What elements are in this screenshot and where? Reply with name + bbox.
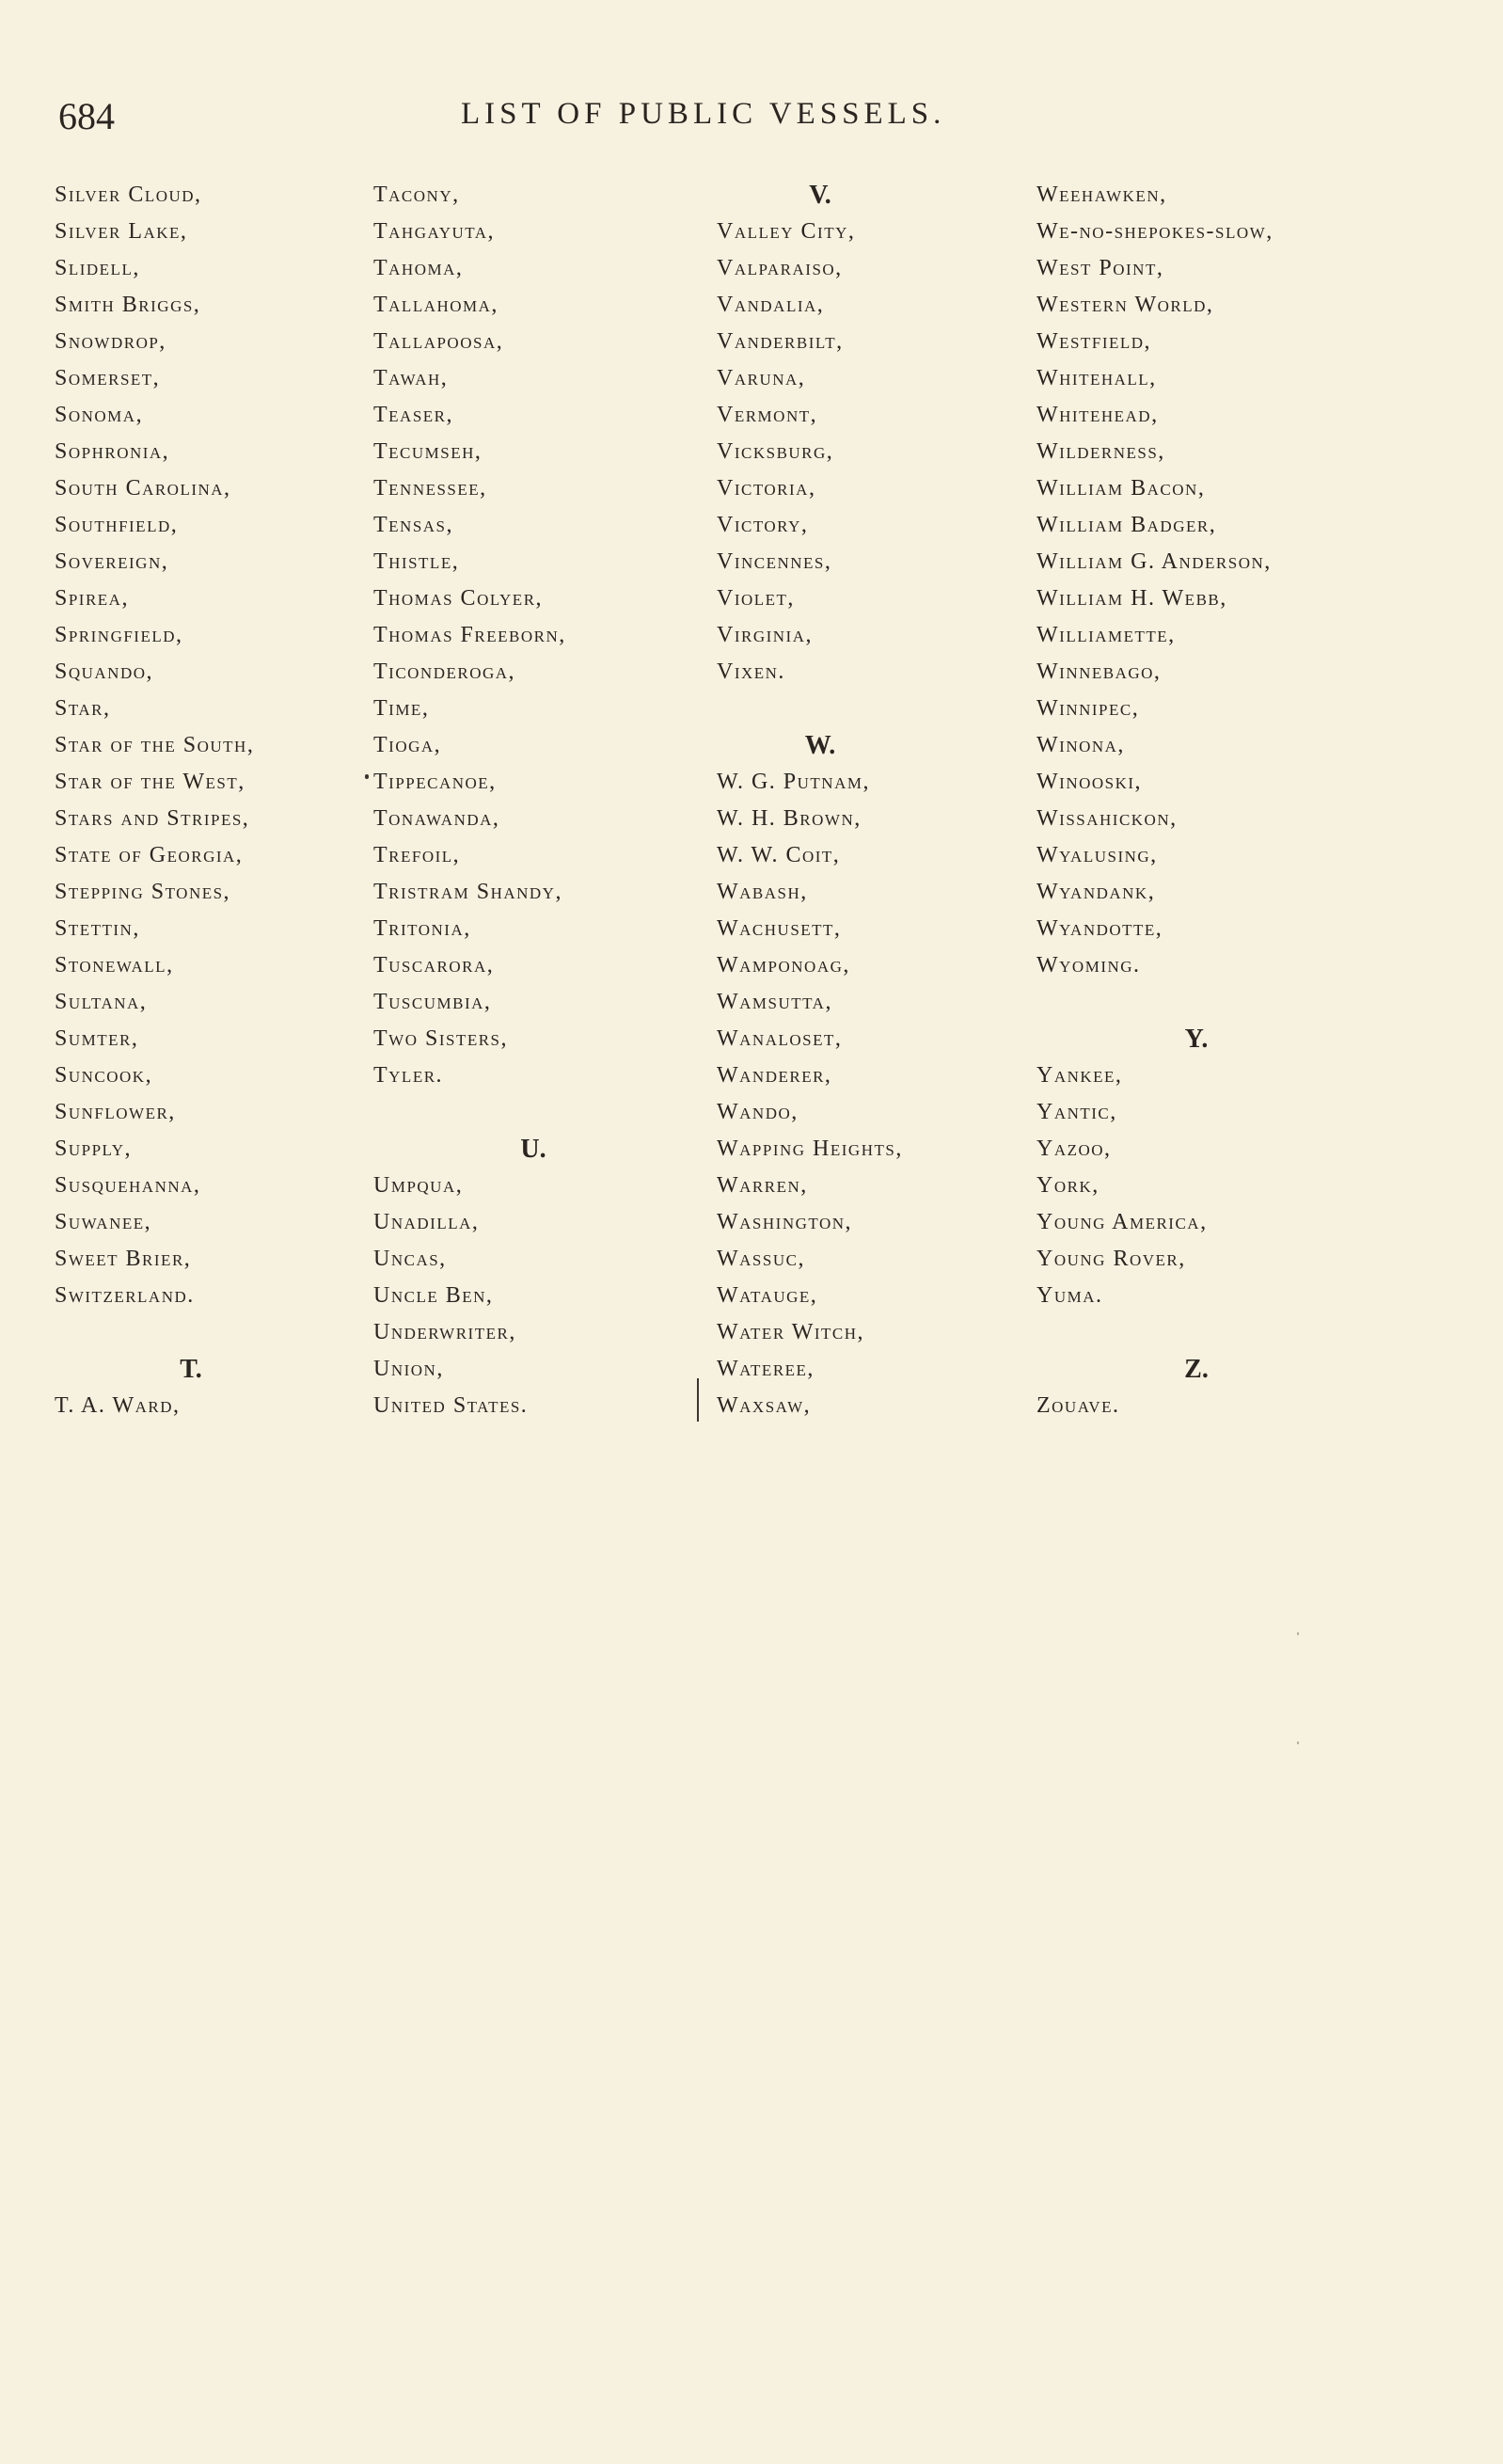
vessel-name: Star of the South,	[55, 733, 255, 757]
vessel-name: Supply,	[55, 1137, 132, 1161]
vessel-name: T. A. Ward,	[55, 1393, 181, 1418]
vessel-name: Watauge,	[717, 1283, 818, 1308]
vessel-name: Vanderbilt,	[717, 329, 844, 354]
vessel-name: Tristram Shandy,	[373, 880, 562, 904]
vessel-name: Yantic,	[1036, 1100, 1117, 1124]
vessel-name: Uncas,	[373, 1247, 447, 1271]
vessel-name: Vicksburg,	[717, 439, 834, 464]
vessel-name: Winona,	[1036, 733, 1125, 757]
margin-speck	[1297, 1741, 1299, 1744]
vessel-name: Silver Lake,	[55, 219, 188, 244]
vessel-name: South Carolina,	[55, 476, 231, 501]
vessel-name: Tallahoma,	[373, 293, 498, 317]
vessel-name: Winnipec,	[1036, 696, 1140, 721]
vessel-name: Trefoil,	[373, 843, 461, 867]
vessel-name: Wyandotte,	[1036, 916, 1163, 941]
section-letter-heading: U.	[520, 1135, 546, 1164]
vessel-name: Young Rover,	[1036, 1247, 1186, 1271]
vessel-name: Wando,	[717, 1100, 799, 1124]
vessel-name: Stars and Stripes,	[55, 806, 250, 831]
section-gap	[55, 1314, 356, 1351]
vessel-name: Snowdrop,	[55, 329, 166, 354]
vessel-name: Wanderer,	[717, 1063, 832, 1088]
vessel-name: Ticonderoga,	[373, 660, 516, 684]
vessel-name: Westfield,	[1036, 329, 1152, 354]
vessel-name: Water Witch,	[717, 1320, 865, 1344]
vessel-name: Star of the West,	[55, 770, 245, 794]
vessel-name: Tensas,	[373, 513, 454, 537]
vessel-name: Wamponoag,	[717, 953, 850, 978]
vessel-name: Tennessee,	[373, 476, 487, 501]
vessel-name: Valparaiso,	[717, 256, 843, 280]
print-speck	[365, 774, 369, 779]
vessel-name: Winooski,	[1036, 770, 1143, 794]
vessel-name: William Bacon,	[1036, 476, 1206, 501]
vessel-name: Virginia,	[717, 623, 813, 647]
vessel-name: Tuscumbia,	[373, 990, 492, 1014]
vessel-name: Tritonia,	[373, 916, 471, 941]
vessel-name: Thomas Freeborn,	[373, 623, 566, 647]
vessel-name: Wamsutta,	[717, 990, 832, 1014]
vessel-column-3	[717, 177, 1018, 1424]
section-gap	[717, 691, 1018, 727]
vessel-name: Vixen.	[717, 660, 785, 684]
vessel-name: Violet,	[717, 586, 795, 611]
vessel-name: Sophronia,	[55, 439, 170, 464]
vessel-name: William Badger,	[1036, 513, 1217, 537]
vessel-name: Whitehead,	[1036, 403, 1159, 427]
vessel-column-1	[55, 177, 356, 1424]
section-letter-heading: Y.	[1184, 1025, 1209, 1054]
vessel-name: Weehawken,	[1036, 183, 1167, 207]
vessel-name: Wilderness,	[1036, 439, 1165, 464]
vessel-name: Tecumseh,	[373, 439, 483, 464]
section-letter-heading: V.	[809, 181, 831, 210]
vessel-name: Tuscarora,	[373, 953, 495, 978]
vessel-name: William H. Webb,	[1036, 586, 1227, 611]
vessel-name: Sonoma,	[55, 403, 144, 427]
vessel-name: W. W. Coit,	[717, 843, 841, 867]
vessel-name: Stonewall,	[55, 953, 174, 978]
vessel-name: Tioga,	[373, 733, 442, 757]
vessel-name: Thistle,	[373, 549, 460, 574]
section-letter-heading: T.	[180, 1355, 202, 1384]
vessel-name: West Point,	[1036, 256, 1164, 280]
vessel-name: Wanaloset,	[717, 1026, 843, 1051]
vessel-name: Spirea,	[55, 586, 129, 611]
vessel-name: Star,	[55, 696, 111, 721]
vessel-name: United States.	[373, 1393, 529, 1418]
vessel-name: Vincennes,	[717, 549, 832, 574]
section-gap	[1036, 984, 1432, 1021]
vessel-name: Tacony,	[373, 183, 460, 207]
vessel-name: Washington,	[717, 1210, 853, 1234]
section-gap	[373, 1094, 693, 1131]
vessel-name: Valley City,	[717, 219, 856, 244]
vessel-name: Vandalia,	[717, 293, 825, 317]
section-letter-heading: Z.	[1184, 1355, 1209, 1384]
vessel-name: Wabash,	[717, 880, 808, 904]
vessel-name: Yuma.	[1036, 1283, 1103, 1308]
vessel-column-4	[1036, 177, 1432, 1424]
vessel-name: Vermont,	[717, 403, 818, 427]
vessel-name: W. H. Brown,	[717, 806, 862, 831]
vessel-name: Suwanee,	[55, 1210, 152, 1234]
vessel-name: Yazoo,	[1036, 1137, 1112, 1161]
vessel-name: Varuna,	[717, 366, 806, 390]
vessel-name: Wassuc,	[717, 1247, 805, 1271]
vessel-name: Slidell,	[55, 256, 140, 280]
vessel-name: Young America,	[1036, 1210, 1208, 1234]
vessel-name: Wapping Heights,	[717, 1137, 903, 1161]
vessel-name: Umpqua,	[373, 1173, 464, 1198]
vessel-name: Yankee,	[1036, 1063, 1123, 1088]
vessel-name: York,	[1036, 1173, 1100, 1198]
vessel-name: Squando,	[55, 660, 154, 684]
vessel-name: Two Sisters,	[373, 1026, 509, 1051]
vessel-name: Tallapoosa,	[373, 329, 504, 354]
page-number: 684	[58, 95, 115, 137]
vessel-name: Somerset,	[55, 366, 161, 390]
vessel-name: Tyler.	[373, 1063, 444, 1088]
vessel-name: Wyandank,	[1036, 880, 1156, 904]
vessel-name: Tahoma,	[373, 256, 464, 280]
vessel-name: Tahgayuta,	[373, 219, 496, 244]
vessel-name: W. G. Putnam,	[717, 770, 870, 794]
vessel-name: Smith Briggs,	[55, 293, 201, 317]
vessel-name: Tippecanoe,	[373, 770, 497, 794]
vessel-name: Wachusett,	[717, 916, 842, 941]
vessel-name: Unadilla,	[373, 1210, 480, 1234]
vessel-name: Stettin,	[55, 916, 140, 941]
vessel-name: Zouave.	[1036, 1393, 1120, 1418]
section-gap	[1036, 1314, 1432, 1351]
vessel-name: Winnebago,	[1036, 660, 1162, 684]
vessel-name: Wyoming.	[1036, 953, 1141, 978]
vessel-name: William G. Anderson,	[1036, 549, 1272, 574]
vessel-name: Tonawanda,	[373, 806, 500, 831]
vessel-name: Susquehanna,	[55, 1173, 201, 1198]
vessel-name: Time,	[373, 696, 430, 721]
vessel-name: Tawah,	[373, 366, 449, 390]
vessel-column-2	[373, 177, 693, 1424]
vessel-name: We-no-shepokes-slow,	[1036, 219, 1274, 244]
vessel-name: Springfield,	[55, 623, 183, 647]
vessel-name: Waxsaw,	[717, 1393, 812, 1418]
vessel-name: Warren,	[717, 1173, 808, 1198]
vessel-name: Union,	[373, 1357, 444, 1381]
vessel-name: Wyalusing,	[1036, 843, 1158, 867]
vessel-name: Uncle Ben,	[373, 1283, 494, 1308]
vessel-name: Victory,	[717, 513, 809, 537]
vessel-name: Wateree,	[717, 1357, 815, 1381]
vessel-name: Thomas Colyer,	[373, 586, 544, 611]
vessel-name: Switzerland.	[55, 1283, 195, 1308]
vessel-name: Silver Cloud,	[55, 183, 202, 207]
section-letter-heading: W.	[804, 731, 836, 760]
vessel-name: Western World,	[1036, 293, 1214, 317]
vessel-name: Sunflower,	[55, 1100, 176, 1124]
vessel-name: Southfield,	[55, 513, 179, 537]
vessel-name: Suncook,	[55, 1063, 153, 1088]
vessel-name: State of Georgia,	[55, 843, 244, 867]
vessel-name: Underwriter,	[373, 1320, 516, 1344]
vessel-name: Sweet Brier,	[55, 1247, 192, 1271]
vessel-name: Sovereign,	[55, 549, 169, 574]
vessel-name: Wissahickon,	[1036, 806, 1178, 831]
page-title: LIST OF PUBLIC VESSELS.	[461, 97, 946, 131]
vessel-name: Sultana,	[55, 990, 148, 1014]
vessel-name: Teaser,	[373, 403, 453, 427]
vessel-name: Whitehall,	[1036, 366, 1157, 390]
margin-speck	[1297, 1632, 1299, 1635]
vessel-name: Williamette,	[1036, 623, 1176, 647]
vessel-name: Sumter,	[55, 1026, 139, 1051]
column-rule-mark	[697, 1378, 699, 1422]
vessel-name: Stepping Stones,	[55, 880, 231, 904]
vessel-name: Victoria,	[717, 476, 816, 501]
